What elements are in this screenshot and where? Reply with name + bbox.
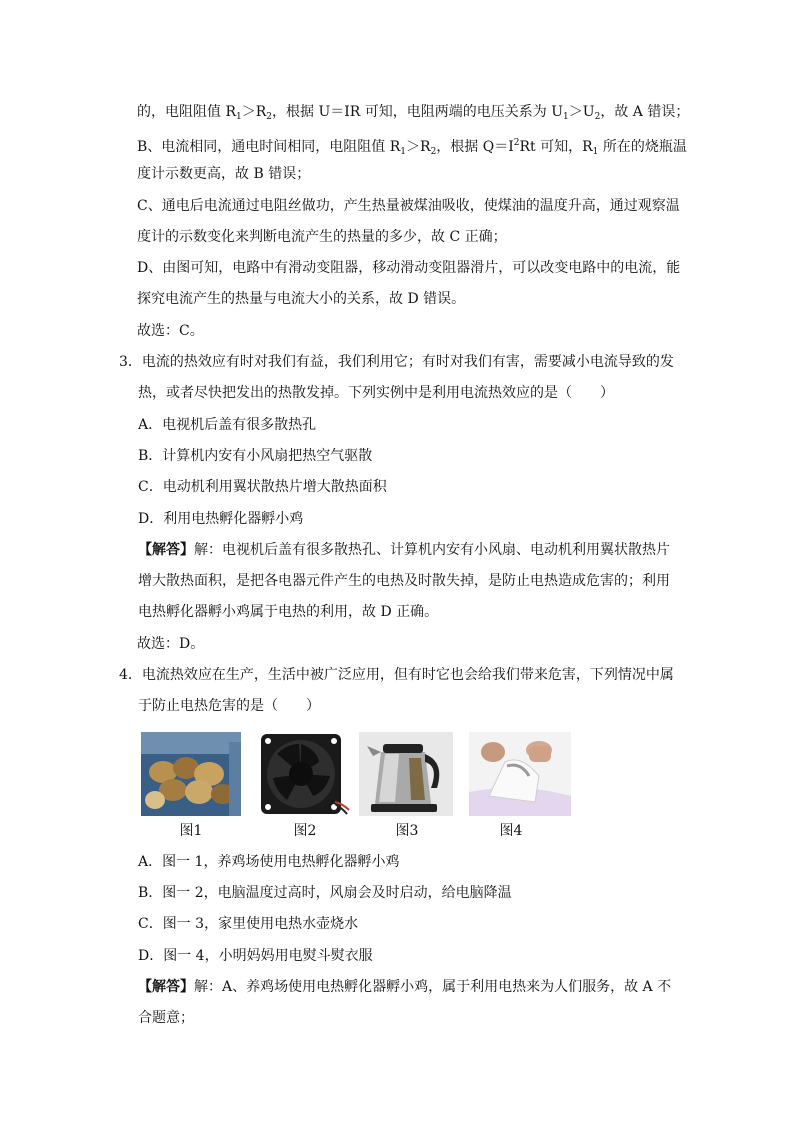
text-line: 探究电流产生的热量与电流大小的关系，故 D 错误。 — [137, 291, 466, 307]
text-line: C、通电后电流通过电阻丝做功，产生热量被煤油吸收，使煤油的温度升高，通过观察温 — [137, 198, 680, 214]
option-c: C．图一 3，家里使用电热水壶烧水 — [138, 916, 359, 932]
figure-label: 图3 — [395, 823, 419, 839]
iron-photo — [469, 732, 571, 816]
answer-line: 增大散热面积，是把各电器元件产生的电热及时散失掉，是防止电热造成危害的；利用 — [138, 573, 670, 589]
electric-kettle-photo — [359, 732, 453, 816]
figure-label: 图1 — [179, 823, 203, 839]
cooling-fan-photo — [257, 732, 351, 816]
answer-line: 【解答】解：电视机后盖有很多散热孔、计算机内安有小风扇、电动机利用翼状散热片 — [138, 542, 670, 558]
option-b: B．计算机内安有小风扇把热空气驱散 — [138, 448, 373, 464]
question-number: 4． — [119, 667, 142, 683]
answer-line: 【解答】解：A、养鸡场使用电热孵化器孵小鸡，属于利用电热来为人们服务，故 A 不 — [138, 979, 672, 995]
answer-line: 电热孵化器孵小鸡属于电热的利用，故 D 正确。 — [138, 604, 439, 620]
question-4-stem-cont: 于防止电热危害的是（ ） — [138, 698, 320, 714]
option-c: C．电动机利用翼状散热片增大散热面积 — [138, 479, 387, 495]
question-3-stem-cont: 热，或者尽快把发出的热散发掉。下列实例中是利用电流热效应的是（ ） — [138, 385, 614, 401]
option-b: B．图一 2，电脑温度过高时，风扇会及时启动，给电脑降温 — [138, 885, 512, 901]
option-d: D．图一 4，小明妈妈用电熨斗熨衣服 — [138, 948, 373, 964]
choice-line: 故选：C。 — [137, 323, 204, 339]
text-line: 度计的示数变化来判断电流产生的热量的多少，故 C 正确； — [137, 229, 507, 245]
text-line: 的，电阻阻值 $R_1>R_2$，根据 U＝IR 可知，电阻两端的电压关系为 $U_1>U_2$，故 A 错误； — [137, 104, 690, 122]
option-a: A．电视机后盖有很多散热孔 — [138, 417, 317, 433]
question-number: 3． — [119, 354, 142, 370]
chicks-photo — [141, 732, 241, 816]
figure-row — [141, 732, 601, 842]
text-line: 度计示数更高，故 B 错误； — [137, 166, 311, 182]
option-a: A．图一 1，养鸡场使用电热孵化器孵小鸡 — [138, 854, 400, 870]
option-d: D．利用电热孵化器孵小鸡 — [138, 511, 304, 527]
figure-label: 图2 — [293, 823, 317, 839]
question-3-stem: 3．电流的热效应有时对我们有益，我们利用它；有时对我们有害，需要减小电流导致的发 — [119, 354, 674, 370]
figure-label: 图4 — [499, 823, 523, 839]
question-4-stem: 4．电流热效应在生产，生活中被广泛应用，但有时它也会给我们带来危害，下列情况中属 — [119, 667, 674, 683]
answer-tag: 【解答】 — [138, 979, 194, 995]
answer-line: 合题意； — [138, 1010, 194, 1026]
text-line: D、由图可知，电路中有滑动变阻器，移动滑动变阻器滑片，可以改变电路中的电流，能 — [137, 260, 681, 276]
text-line: B、电流相同，通电时间相同，电阻阻值 $R_1>R_2$，根据 $Q=I^2Rt$ 可知，$R_1$ 所在的烧瓶温 — [137, 138, 687, 157]
choice-line: 故选：D。 — [137, 636, 205, 652]
answer-tag: 【解答】 — [138, 542, 194, 558]
